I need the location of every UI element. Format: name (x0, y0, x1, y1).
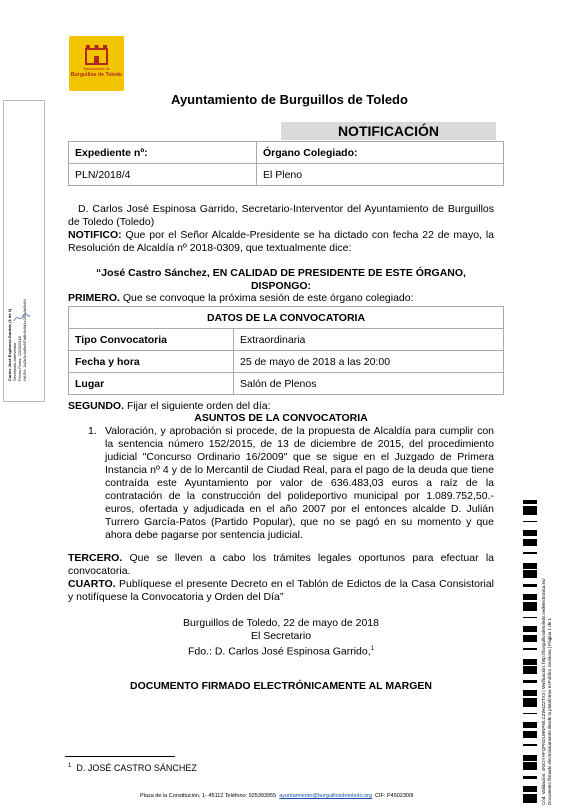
signature-name (68, 643, 494, 659)
asunto-number: 1. (88, 425, 97, 437)
footnote-text: D. JOSÉ CASTRO SÁNCHEZ (76, 763, 197, 773)
convocatoria-table (68, 306, 504, 395)
page-title: Ayuntamiento de Burguillos de Toledo (171, 92, 408, 107)
sidebar-signer: Carlos José Espinosa Garrido (1 de 1) (7, 308, 12, 381)
tercero-label: TERCERO. (68, 552, 123, 564)
convocatoria-row-label: Tipo Convocatoria (69, 329, 234, 351)
footer-cif: CIF: P4502300I (375, 793, 414, 799)
sidebar-role: Secretario-Interventor (12, 342, 17, 381)
tercero-text: Que se lleven a cabo los trámites legales oportunos para efectuar la convocatoria. (68, 552, 495, 577)
organo-label: Órgano Colegiado: (257, 142, 504, 164)
convocatoria-title: DATOS DE LA CONVOCATORIA (69, 307, 504, 329)
cuarto-paragraph (68, 578, 494, 604)
logo-line1: Ayuntamiento de (83, 67, 110, 71)
validation-code: Cód. Validación: 4KE2YHFQPNDLWNPMLCZW4ZZTX3 | Verificación: http://burguillosdetoledo.sedelectronica.es/ (541, 578, 546, 805)
page-footer (140, 793, 520, 800)
segundo-text: Fijar el siguiente orden del día: (126, 400, 271, 412)
cuarto-label: CUARTO. (68, 578, 116, 590)
footnote-number: 1 (68, 763, 72, 769)
quote-line2: DISPONGO: (250, 280, 312, 292)
validation-platform: Documento firmado electrónicamente desde la plataforma esPublico Gestiona | Página 1 de 1 (547, 617, 552, 805)
expediente-table (68, 141, 504, 186)
sidebar-date: Fecha Firma: 22/05/2018 (17, 336, 22, 381)
footer-address: Plaza de la Constitución, 1- 45112 Teléfono: 925393955 (140, 793, 277, 799)
municipal-logo (69, 36, 124, 91)
tercero-paragraph (68, 552, 494, 578)
convocatoria-row-label: Fecha y hora (69, 351, 234, 373)
primero-label: PRIMERO. (68, 292, 120, 304)
quote-line1: “José Castro Sánchez, EN CALIDAD DE PRESIDENTE DE ESTE ÓRGANO, (96, 267, 466, 279)
notifico-paragraph (68, 229, 494, 255)
notifico-label: NOTIFICO: (68, 229, 122, 241)
convocatoria-row-value: Salón de Plenos (234, 373, 504, 395)
handwritten-signature-icon (12, 311, 32, 325)
convocatoria-row-label: Lugar (69, 373, 234, 395)
signature-place-date: Burguillos de Toledo, 22 de mayo de 2018 (183, 617, 379, 629)
footnote-divider (65, 756, 175, 757)
convocatoria-row-value: 25 de mayo de 2018 a las 20:00 (234, 351, 504, 373)
organo-value: El Pleno (257, 164, 504, 186)
signature-sidebar (3, 100, 45, 402)
expediente-label: Expediente nº: (69, 142, 257, 164)
footnote-ref: 1 (370, 646, 374, 652)
footnote (68, 760, 368, 775)
convocatoria-row-value: Extraordinaria (234, 329, 504, 351)
expediente-value: PLN/2018/4 (69, 164, 257, 186)
notification-heading: NOTIFICACIÓN (281, 122, 496, 140)
barcode-icon (523, 500, 537, 805)
signature-role: El Secretario (250, 630, 312, 642)
asunto-text: Valoración, y aprobación si procede, de la propuesta de Alcaldía para cumplir con la sentencia número 152/2015, de 13 de diciembre de 2015, del procedimiento judicial "Concurso Ordinario 16/2009" que se sigue en el Juzgado de Primera Instancia nº 4 y de lo Mercantil de Ciudad Real, para el pago de la deuda que tiene contraída este Ayuntamiento por valor de 636.483,03 euros a raíz de la contratación de la construcción del polideportivo municipal por 1.089.752,50.- euros, ofertada y adjudicada en el año 2007 por el entonces alcalde D. Julián Turrero García-Patos (Partido Popular), que no se pagó en su momento y que ahora debe pagarse por sentencia judicial. (105, 425, 494, 541)
primero-paragraph (68, 292, 504, 305)
primero-text: Que se convoque la próxima sesión de este órgano colegiado: (122, 292, 414, 304)
sidebar-hash: HASH: 1a2b3c4d5e6f7a8b9c0d1e2f3a4b5c6d (22, 299, 27, 381)
asuntos-title: ASUNTOS DE LA CONVOCATORIA (194, 412, 368, 424)
castle-icon (84, 43, 109, 65)
signature-name-text: Fdo.: D. Carlos José Espinosa Garrido, (187, 645, 371, 658)
notifico-text: Que por el Señor Alcalde-Presidente se ha dictado con fecha 22 de mayo, la Resolución de Alcaldía nº 2018-0309, que textualmente dice: (68, 229, 494, 254)
intro-paragraph: D. Carlos José Espinosa Garrido, Secretario-Interventor del Ayuntamiento de Burguillos de Toledo (Toledo) (68, 203, 494, 228)
cuarto-text: Publíquese el presente Decreto en el Tablón de Edictos de la Casa Consistorial y notifíquese la Convocatoria y Orden del Día” (68, 578, 495, 603)
firmado-notice: DOCUMENTO FIRMADO ELECTRÓNICAMENTE AL MARGEN (130, 680, 432, 692)
segundo-label: SEGUNDO. (68, 400, 125, 412)
logo-line2: Burguillos de Toledo (70, 72, 123, 78)
footer-email-link[interactable]: ayuntamiento@burguillosdetoledo.org (279, 793, 372, 799)
